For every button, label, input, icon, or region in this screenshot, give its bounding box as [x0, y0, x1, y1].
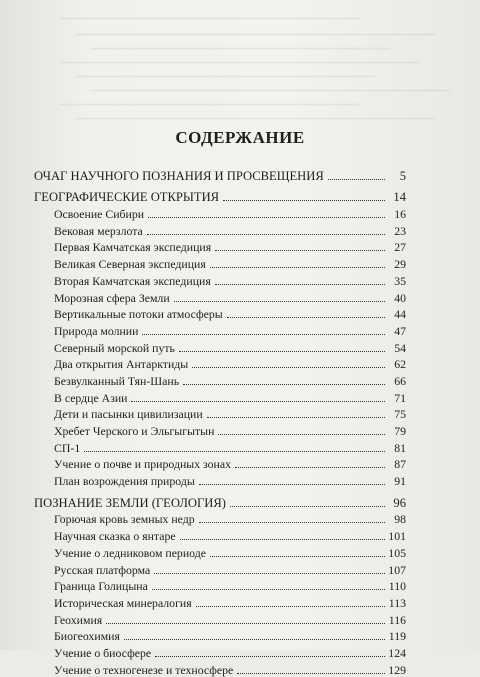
page-number: 44	[394, 307, 406, 322]
dot-leader	[155, 656, 385, 657]
page-number: 81	[394, 440, 406, 455]
entry-title: Учение о почве и природных зонах	[54, 457, 231, 472]
entry-title: Первая Камчатская экспедиция	[54, 240, 212, 255]
entry-title: Учение о ледниковом периоде	[54, 545, 206, 560]
entry-title: Безвулканный Тян-Шань	[54, 373, 180, 388]
page-number: 110	[388, 579, 406, 594]
dot-leader	[84, 451, 385, 452]
entry-title: Природа молнии	[54, 323, 139, 338]
dot-leader	[124, 639, 385, 640]
show-through-line	[75, 34, 435, 35]
dot-leader	[131, 401, 385, 402]
dot-leader	[174, 301, 385, 302]
page-number: 75	[394, 407, 406, 422]
dot-leader	[328, 179, 385, 180]
entry-title: ГЕОГРАФИЧЕСКИЕ ОТКРЫТИЯ	[34, 190, 220, 205]
toc-entry	[34, 371, 406, 388]
dot-leader	[142, 334, 385, 335]
entry-title: Великая Северная экспедиция	[54, 257, 206, 272]
page-number: 107	[388, 562, 406, 577]
toc-section-entry	[34, 166, 406, 183]
entry-title: Морозная сфера Земли	[54, 290, 170, 305]
entry-title: Биогеохимия	[54, 629, 120, 644]
dot-leader	[230, 506, 385, 507]
show-through-line	[60, 62, 420, 63]
show-through-line	[75, 118, 435, 119]
dot-leader	[235, 467, 385, 468]
toc-entry	[34, 305, 406, 322]
page-number: 35	[394, 273, 406, 288]
show-through-line	[60, 18, 360, 19]
entry-title: Хребет Черского и Эльгыгытын	[54, 424, 215, 438]
toc-entry	[34, 455, 406, 472]
toc-section-entry	[34, 493, 406, 510]
page-number: 116	[388, 612, 406, 627]
entry-title: Русская платформа	[54, 562, 151, 577]
entry-title: Граница Голицына	[54, 579, 148, 594]
dot-leader	[199, 522, 385, 523]
page-number: 40	[394, 290, 406, 305]
entry-title: Дети и пасынки цивилизации	[54, 407, 203, 422]
dot-leader	[207, 417, 385, 418]
dot-leader	[210, 267, 385, 268]
page-number: 87	[394, 457, 406, 472]
entry-title: Северный морской путь	[54, 340, 175, 355]
toc-entry	[34, 660, 406, 677]
toc-entry	[34, 421, 406, 438]
show-through-text	[40, 0, 480, 130]
show-through-line	[90, 90, 450, 91]
entry-title: Научная сказка о янтаре	[54, 529, 176, 544]
page-number: 5	[399, 168, 406, 183]
dot-leader	[106, 623, 385, 624]
page-number: 129	[388, 662, 406, 677]
entry-title: План возрождения природы	[54, 474, 195, 489]
toc-entry	[34, 204, 406, 221]
page-number: 124	[388, 645, 406, 660]
toc-entry	[34, 643, 406, 660]
toc-entry	[34, 321, 406, 338]
toc-entry	[34, 593, 406, 610]
toc-entry	[34, 560, 406, 577]
page-title: СОДЕРЖАНИЕ	[175, 128, 305, 147]
page-number: 14	[393, 190, 406, 205]
dot-leader	[227, 317, 385, 318]
page-number: 119	[388, 629, 406, 644]
table-of-contents	[34, 166, 406, 677]
toc-entry	[34, 577, 406, 594]
entry-title: Вторая Камчатская экспедиция	[54, 273, 211, 288]
entry-title: Учение о техногенезе и техносфере	[54, 662, 234, 677]
entry-title: Историческая минералогия	[54, 595, 192, 610]
dot-leader	[192, 367, 385, 368]
toc-entry	[34, 254, 406, 271]
dot-leader	[183, 384, 385, 385]
dot-leader	[218, 434, 385, 435]
toc-entry	[34, 438, 406, 455]
show-through-line	[75, 76, 375, 77]
page-number: 27	[394, 240, 406, 255]
toc-entry	[34, 338, 406, 355]
dot-leader	[179, 351, 385, 352]
page-number: 101	[388, 529, 406, 544]
page-number: 54	[394, 340, 406, 355]
dot-leader	[147, 234, 385, 235]
page-number: 29	[394, 257, 406, 272]
page-number: 105	[388, 545, 406, 560]
toc-entry	[34, 471, 406, 488]
entry-title: В сердце Азии	[54, 390, 128, 405]
entry-title: ПОЗНАНИЕ ЗЕМЛИ (ГЕОЛОГИЯ)	[34, 495, 226, 510]
page-number: 66	[394, 373, 406, 388]
entry-title: Вековая мерзлота	[54, 223, 143, 238]
entry-title: Два открытия Антарктиды	[54, 357, 189, 372]
dot-leader	[199, 484, 385, 485]
page-number: 96	[393, 495, 406, 510]
page-number: 91	[394, 474, 406, 489]
page-number: 23	[394, 223, 406, 238]
dot-leader	[215, 284, 385, 285]
toc-entry	[34, 627, 406, 644]
dot-leader	[152, 589, 385, 590]
dot-leader	[237, 673, 385, 674]
dot-leader	[196, 606, 385, 607]
page-number: 71	[394, 390, 406, 405]
show-through-line	[60, 104, 360, 105]
page-number: 47	[394, 323, 406, 338]
toc-entry	[34, 526, 406, 543]
toc-entry	[34, 288, 406, 305]
toc-entry	[34, 405, 406, 422]
toc-entry	[34, 510, 406, 527]
entry-title: СП-1	[54, 440, 81, 455]
dot-leader	[210, 556, 385, 557]
entry-title: Вертикальные потоки атмосферы	[54, 307, 223, 322]
page-number: 79	[394, 424, 406, 438]
toc-entry	[34, 388, 406, 405]
show-through-line	[90, 48, 390, 49]
dot-leader	[154, 573, 385, 574]
toc-entry	[34, 543, 406, 560]
entry-title: Геохимия	[54, 612, 103, 627]
toc-entry	[34, 271, 406, 288]
page-number: 16	[394, 207, 406, 222]
entry-title: Освоение Сибири	[54, 207, 145, 222]
dot-leader	[215, 250, 385, 251]
toc-entry	[34, 610, 406, 627]
toc-entry	[34, 238, 406, 255]
dot-leader	[223, 200, 385, 201]
page-number: 113	[388, 595, 406, 610]
page-number: 62	[394, 357, 406, 372]
dot-leader	[180, 539, 385, 540]
toc-section-entry	[34, 188, 406, 205]
entry-title: Учение о биосфере	[54, 645, 152, 660]
page-number: 98	[394, 512, 406, 527]
toc-entry	[34, 355, 406, 372]
entry-title: ОЧАГ НАУЧНОГО ПОЗНАНИЯ И ПРОСВЕЩЕНИЯ	[34, 168, 324, 183]
entry-title: Горючая кровь земных недр	[54, 512, 195, 527]
dot-leader	[148, 217, 385, 218]
toc-entry	[34, 221, 406, 238]
